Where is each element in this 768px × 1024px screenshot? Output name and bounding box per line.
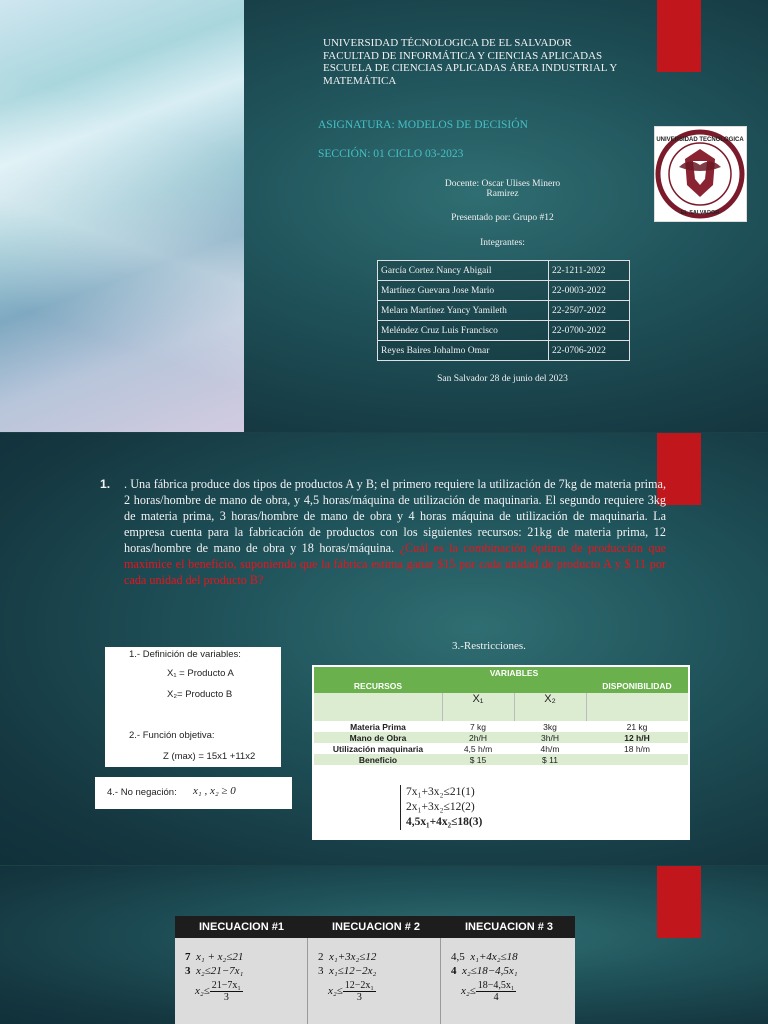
members-table: [377, 260, 630, 361]
table-row: García Cortez Nancy Abigail 22-1211-2022: [378, 261, 630, 281]
university-header: UNIVERSIDAD TÉCNOLOGICA DE EL SALVADOR FACULTAD DE INFORMÁTICA Y CIENCIAS APLICADAS ESCUELA DE CIENCIAS APLICADAS ÁREA INDUSTRIAL Y MATEMÁTICA: [323, 37, 618, 87]
header-ineq-1: INECUACION #1: [199, 921, 284, 933]
problem-question: ¿Cuál es la combinación óptima de producción que maximice el beneficio, suponiendo que la fábrica estima ganar $15 por cada unidad de producto A y $ 11 por cada unidad del producto B?: [124, 541, 666, 587]
table-row: Martínez Guevara Jose Mario 22-0003-2022: [378, 281, 630, 301]
restrictions-title: 3.-Restricciones.: [452, 640, 526, 652]
subject-title: ASIGNATURA: MODELOS DE DECISIÓN: [318, 119, 528, 131]
svg-text:UNIVERSIDAD TECNOLOGICA: UNIVERSIDAD TECNOLOGICA: [656, 137, 744, 143]
university-seal-icon: [655, 127, 746, 221]
ineq-col-1: 7 x₁ + x₂≤21 3 x₂≤21−7x₁ x₂≤ $\frac{\text{21−7x₁}}{3}$: [175, 938, 308, 1024]
teacher: Docente: Oscar Ulises Minero Ramirez: [444, 179, 561, 199]
inequalities-slide: [0, 866, 768, 1024]
table-row: Meléndez Cruz Luis Francisco 22-0700-2022: [378, 321, 630, 341]
decorative-photo: [0, 0, 244, 432]
header-ineq-3: INECUACION # 3: [465, 921, 554, 933]
members-label: Integrantes:: [480, 238, 525, 248]
table-row: Reyes Baires Johalmo Omar 22-0706-2022: [378, 341, 630, 361]
table-row: Beneficio $ 15 $ 11: [314, 754, 688, 765]
definitions-box: 1.- Definición de variables: X₁ = Producto A X₂= Producto B 2.- Función objetiva: Z (max) = 15x1 +11x2: [105, 647, 281, 767]
table-row: Materia Prima 7 kg 3kg 21 kg: [314, 721, 688, 732]
restrictions-table: VARIABLES RECURSOS DISPONIBILIDAD X₁ X₂ Materia Prima 7 kg 3kg 21 kg Mano de Obra 2h/H 3h/H 12 h/H Utilización maquinaria 4,5 h/m 4h/m 18 h/m Beneficio $ 15 $ 11: [314, 667, 688, 765]
presented-by: Presentado por: Grupo #12: [451, 213, 554, 223]
table-row: Utilización maquinaria 4,5 h/m 4h/m 18 h/m: [314, 743, 688, 754]
table-row: Melara Martínez Yancy Yamileth 22-2507-2022: [378, 301, 630, 321]
problem-slide: [0, 433, 768, 865]
red-accent-bar: [657, 866, 701, 938]
svg-text:EL SALVADOR: EL SALVADOR: [680, 210, 720, 216]
restriction-equations: 7x₁+3x₂≤21(1) 2x₁+3x₂≤12(2) 4,5x₁+4x₂≤18(3): [400, 785, 482, 830]
title-slide: [0, 0, 768, 432]
restrictions-box: [312, 665, 690, 840]
red-accent-bar: [657, 0, 701, 72]
university-logo: [654, 126, 747, 222]
date: San Salvador 28 de junio del 2023: [437, 374, 568, 384]
non-negation-box: 4.- No negación: x₁ , x₂ ≥ 0: [95, 777, 292, 809]
ineq-col-2: 2 x₁+3x₂≤12 3 x₁≤12−2x₂ x₂≤ $\frac{\text{12−2x₁}}{3}$: [308, 938, 441, 1024]
ineq-col-3: 4,5 x₁+4x₂≤18 4 x₂≤18−4,5x₁ x₂≤ $\frac{\text{18−4,5x₁}}{4}$: [451, 951, 518, 1003]
table-row: Mano de Obra 2h/H 3h/H 12 h/H: [314, 732, 688, 743]
header-ineq-2: INECUACION # 2: [332, 921, 421, 933]
inequalities-table: [175, 916, 575, 1024]
section-title: SECCIÓN: 01 CICLO 03-2023: [318, 148, 464, 160]
problem-statement: 1. . Una fábrica produce dos tipos de productos A y B; el primero requiere la utilización de 7kg de materia prima, 2 horas/hombre de mano de obra, y 4,5 horas/máquina de utilización de maquinaria. El segundo requiere 3kg de materia prima, 3 horas/hombre de mano de obra y 4 horas máquina de utilización de maquinaria. La empresa cuenta para la fabricación de productos con los siguientes recursos: 21kg de materia prima, 12 horas/hombre de mano de obra y 18 horas/máquina. ¿Cuál es la combinación óptima de producción que maximice el beneficio, suponiendo que la fábrica estima ganar $15 por cada unidad de producto A y $ 11 por cada unidad del producto B?: [100, 477, 666, 587]
